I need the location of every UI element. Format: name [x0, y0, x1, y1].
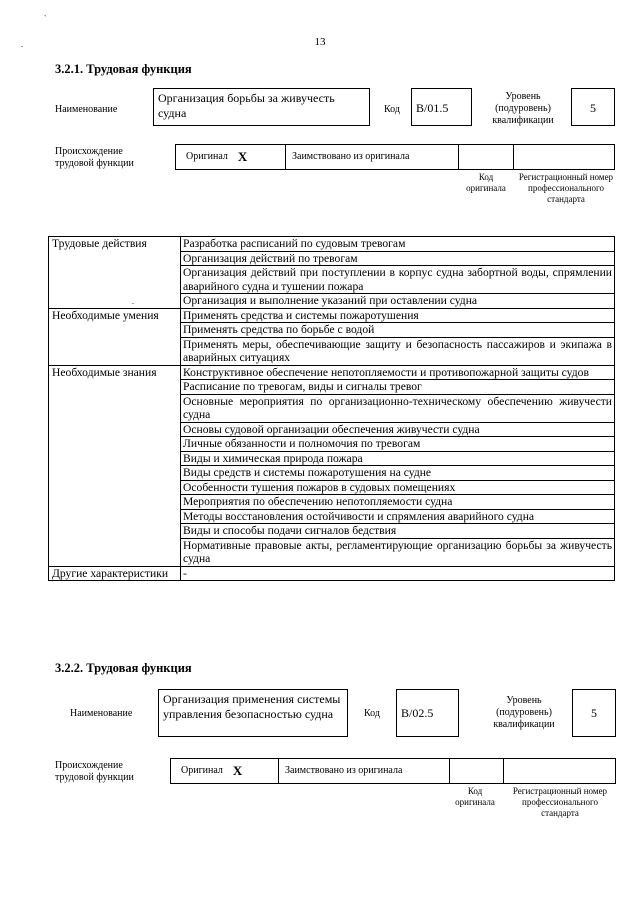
table-row — [49, 308, 615, 323]
row-item: Виды и способы подачи сигналов бедствия — [181, 524, 615, 539]
row-item: Нормативные правовые акты, регламентирующие организацию борьбы за живучесть судна — [181, 538, 615, 566]
original-check-mark: X — [232, 763, 243, 778]
row-item: Методы восстановления остойчивости и спрямления аварийного судна — [181, 509, 615, 524]
scan-mark: ` — [44, 14, 47, 23]
code-label-2: Код — [364, 708, 380, 719]
row-category: Необходимые умения — [49, 308, 181, 365]
orig-code-label-1: Код оригинала — [466, 172, 506, 193]
row-item: - — [181, 566, 615, 581]
borrowed-cell — [286, 145, 459, 169]
work-function-table — [48, 236, 615, 581]
function-code-1: B/01.5 — [411, 88, 472, 126]
borrowed-cell — [279, 759, 450, 783]
row-item: Применять средства по борьбе с водой — [181, 323, 615, 338]
row-item: Основные мероприятия по организационно-техническому обеспечению живучести судна — [181, 394, 615, 422]
origin-label-1: Происхождение трудовой функции — [55, 146, 134, 169]
function-code-2: B/02.5 — [396, 689, 459, 737]
page-number: 13 — [314, 36, 326, 48]
original-code-cell — [450, 759, 504, 783]
row-item: Конструктивное обеспечение непотопляемости и противопожарной защиты судов — [181, 365, 615, 380]
row-item: Применять меры, обеспечивающие защиту и безопасность пассажиров и экипажа в аварийных ситуациях — [181, 337, 615, 365]
level-label-2: Уровень (подуровень) квалификации — [493, 695, 555, 730]
scan-mark: . — [21, 40, 23, 49]
row-item: Расписание по тревогам, виды и сигналы тревог — [181, 380, 615, 395]
original-label: Оригинал — [181, 765, 223, 776]
row-item: Мероприятия по обеспечению непотопляемости судна — [181, 495, 615, 510]
row-item: Организация действий по тревогам — [181, 251, 615, 266]
row-category: Другие характеристики — [49, 566, 181, 581]
function-name-2: Организация применения системы управления безопасностью судна — [158, 689, 348, 737]
row-item: Особенности тушения пожаров в судовых помещениях — [181, 480, 615, 495]
row-item: Организация и выполнение указаний при оставлении судна — [181, 294, 615, 309]
row-category: Трудовые действия — [49, 237, 181, 309]
row-item: Личные обязанности и полномочия по тревогам — [181, 437, 615, 452]
table-row — [49, 566, 615, 581]
row-item: Виды средств и системы пожаротушения на судне — [181, 466, 615, 481]
table-row — [49, 365, 615, 380]
reg-number-cell — [514, 145, 614, 169]
origin-row-1 — [175, 144, 615, 170]
section-title-1: 3.2.1. Трудовая функция — [55, 62, 192, 76]
borrowed-label: Заимствовано из оригинала — [285, 765, 403, 776]
scan-mark: . — [132, 297, 134, 306]
name-label-1: Наименование — [55, 104, 118, 115]
original-cell — [171, 759, 279, 783]
original-code-cell — [459, 145, 514, 169]
row-item: Разработка расписаний по судовым тревогам — [181, 237, 615, 252]
reg-number-cell — [504, 759, 615, 783]
row-item: Применять средства и системы пожаротушения — [181, 308, 615, 323]
row-item: Организация действий при поступлении в корпус судна забортной воды, спрямлении аварийного судна и тушении пожара — [181, 266, 615, 294]
orig-code-label-2: Код оригинала — [455, 786, 495, 807]
section-title-2: 3.2.2. Трудовая функция — [55, 661, 192, 675]
row-item: Виды и химическая природа пожара — [181, 451, 615, 466]
reg-number-label-1: Регистрационный номер профессионального стандарта — [518, 172, 614, 204]
level-label-1: Уровень (подуровень) квалификации — [492, 91, 554, 126]
name-label-2: Наименование — [70, 708, 133, 719]
function-name-1: Организация борьбы за живучесть судна — [153, 88, 370, 126]
row-category: Необходимые знания — [49, 365, 181, 566]
original-check-mark: X — [237, 149, 248, 164]
borrowed-label: Заимствовано из оригинала — [292, 151, 410, 162]
table-row — [49, 237, 615, 252]
reg-number-label-2: Регистрационный номер профессионального стандарта — [512, 786, 608, 818]
level-value-2: 5 — [572, 689, 616, 737]
code-label-1: Код — [384, 104, 400, 115]
level-value-1: 5 — [571, 88, 615, 126]
origin-label-2: Происхождение трудовой функции — [55, 760, 134, 783]
original-cell — [176, 145, 286, 169]
row-item: Основы судовой организации обеспечения живучести судна — [181, 422, 615, 437]
original-label: Оригинал — [186, 151, 228, 162]
origin-row-2 — [170, 758, 616, 784]
